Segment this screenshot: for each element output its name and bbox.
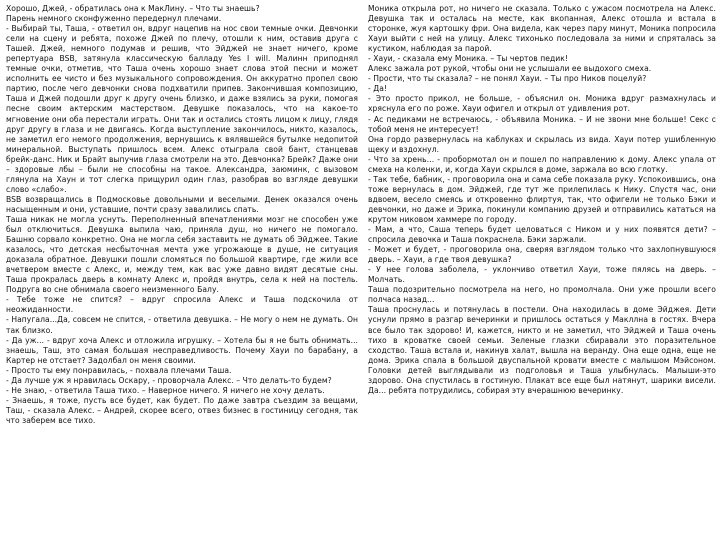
- paragraph: - Мам, а что, Саша теперь будет целоваться с Ником и у них появятся дети? – спросила девочка и Таша покраснела. Бэки заржали.: [368, 225, 716, 245]
- paragraph: - Да уж… - вдруг хоча Алекс и отложила игрушку. – Хотела бы я не быть обнимать... знаешь, Таш, это самая большая несправедливость. Почему Хауи по барабану, а Картер не отстает? Задолбал он меня своими.: [6, 335, 358, 365]
- paragraph: - Что за хрень… - пробормотал он и пошел по направлению к дому. Алекс упала от смеха на коленки, и, когда Хауи скрылся в доме, заржала во всю глотку.: [368, 154, 716, 174]
- paragraph: Моника открыла рот, но ничего не сказала. Только с ужасом посмотрела на Алекс. Девушка так и осталась на месте, как вкопанная, Алекс отошла и встала в сторонке, жуя картошку фри. Она видела, как через пару минут, Моника попросила Хауи выйти с ней на улицу. Алекс тихонько последовала за ними и спряталась за кустиком, наблюдая за парой.: [368, 4, 716, 54]
- paragraph: - Да лучше уж я нравилась Оскару, - проворчала Алекс. – Что делать-то будем?: [6, 375, 332, 385]
- paragraph: Она гордо развернулась на каблуках и скрылась из вида. Хауи потер ушибленную щеку и вздохнул.: [368, 134, 716, 154]
- paragraph: - Знаешь, я тоже, пусть все будет, как будет. По даже завтра съездим за вещами, Таш, - сказала Алекс. – Андрей, скорее всего, отвез бизнес в гостиницу сегодня, так что заберем все тихо.: [6, 395, 358, 425]
- left-text-column: [6, 4, 358, 536]
- paragraph: - Хауи, - сказала ему Моника. – Ты чертов педик!: [368, 54, 568, 64]
- paragraph: Алекс зажала рот рукой, чтобы они не услышали ее выдохого смеха.: [368, 64, 652, 74]
- paragraph: Таша никак не могла уснуть. Переполненный впечатлениями мозг не способен уже был отключиться. Девушка выпила чаю, приняла душ, но ничего не помогало. Башню сорвало конкретно. Она не могла себя заставить не думать об Эйджее. Такие казалось, что детская несбыточная мечта уже угрожающе в душе, не ситуация доказала обратное. Девушки пошли сломяться по большой квартире, где жили все вчетвером вместе с Алекс, и, между тем, как вас уже давно видят десятые сны. Таша прокралась дверь в комнату Алекс и, пройдя внутрь, села к ней на постель. Подруга во сне обнимала своего неизменного Балу.: [6, 214, 358, 295]
- right-text-column: [368, 4, 716, 536]
- paragraph: - Ас педиками не встречаюсь, - объявила Моника. – И не звони мне больше! Секс с тобой меня не интересует!: [368, 114, 716, 134]
- paragraph: - У нее голова заболела, - уклончиво ответил Хауи, тоже пялясь на дверь. – Молчать.: [368, 265, 716, 285]
- paragraph: - Напугала...Да, совсем не спится, - ответила девушка. – Не могу о нем не думать. Он так близко.: [6, 315, 358, 335]
- paragraph: - Просто ты ему понравилась, - похвала плечами Таша.: [6, 365, 232, 375]
- paragraph: - Не знаю, - ответила Таша тихо. – Наверное ничего. Я ничего не хочу делать.: [6, 385, 325, 395]
- paragraph: - Так тебе, бабник, - проговорила она и сама себе показала руку. Успокоившись, она тоже вернулась в дом. Эйджей, где тут же прилепилась к Нику. Спустя час, они вдвоем, весело смеясь и откровенно флиртуя, так, что офигели не только Бэки и девчонки, но даже и Эрика, покинули компанию друзей и отправились кататься на крутом никовом хаммере по городу.: [368, 174, 716, 224]
- paragraph: - Тебе тоже не спится? – вдруг спросила Алекс и Таша подскочила от неожиданности.: [6, 295, 358, 315]
- paragraph: Парень немного сконфуженно передернул плечами.: [6, 14, 222, 24]
- paragraph: - Выбирай ты, Таша, - ответил он, вдруг нацепив на нос свои темные очки. Девчонки сели на сцену и ребята, похоже Джей по плечу, отошли к ним, оставив друга с Ташей. Джей, немного подумав и решив, что Эйджей не знает ничего, кроме репертуара BSB, затянула классическую балладу Yes I will. Малинн приподнял темные очки, отметив, что Таша очень хорошо знает слова этой песни и может исполнить ее чисто и без музыкального сопровождения. Он аккуратно пропел свою партию, после чего девчонки снова подхватили припев. Закончившая композицию, Таша и Джей подошли друг к другу очень близко, и даже взялись за руки, помогая песне своим актерским мастерством. Девушке показалось, что на какое-то мгновение они оба перестали играть. Они так и остались стоять лицом к лицу, глядя друг другу в глаза и не двигаясь. Когда выступление закончилось, никто, казалось, не заметил его немого продолжения, вернувшись к вялявшейся бутылке недопитой минеральной. Выступать пришлось всем. Алекс отыграла свой бант, станцевав брейк-данс. Ник и Брайт выпучив глаза смотрели на это. Девчонка? Брейк? Даже они – здоровые лбы – были не способны на такое. Александра, заюминк, с вызовом глянула на Хаун и тот слегка прищурил один глаз, разобрав во взгляде девушки слово «слабо».: [6, 24, 358, 194]
- paragraph: Хорошо, Джей, - обратилась она к МакЛину. – Что ты знаешь?: [6, 4, 260, 13]
- paragraph: Таша проснулась и потянулась в постели. Она находилась в доме Эйджея. Дети уснули прямо в разгар вечеринки и пришлось остаться у Макллна в гостях. Вчера все было так здорово! И, кажется, никто и не заметил, что Эйджей и Таша очень тихо в кроватке своей семьи. Зеленые глазки сбиравали это поразительное сходство. Таша встала и, накинув халат, вышла на веранду. Она еще одна, еще не дома. Эрика спала в большой двуспальной кровати вместе с малышом Мэйсоном. Головки детей выглядывали из подголовья и Таша улыбнулась. Малыши-это здорово. Она спустилась в гостиную. Плакат все еще был натянут, шарики висели. Да... ребята потрудились, собирая эту вчерашнюю вечеринку.: [368, 305, 716, 395]
- paragraph: Таша подозрительно посмотрела на него, но промолчала. Они уже прошли всего полчаса назад...: [368, 285, 716, 305]
- paragraph: - Это просто прикол, не больше, - объяснил он. Моника вдруг размахнулась и хряснула его по роже. Хауи офигел и открыл от удивления рот.: [368, 94, 716, 114]
- paragraph: - Прости, что ты сказала? – не понял Хауи. – Ты про Ников поцелуй?: [368, 74, 647, 84]
- paragraph: - Может и будет, - проговорила она, сверяя взглядом только что захлопнувшуюся дверь. – Хауи, а где твоя девушка?: [368, 245, 716, 265]
- paragraph: - Да!: [368, 84, 388, 94]
- paragraph: BSB возвращались в Подмосковье довольными и веселыми. Денек оказался очень насыщенным и они, уставшие, почти сразу завалились спать.: [6, 194, 358, 214]
